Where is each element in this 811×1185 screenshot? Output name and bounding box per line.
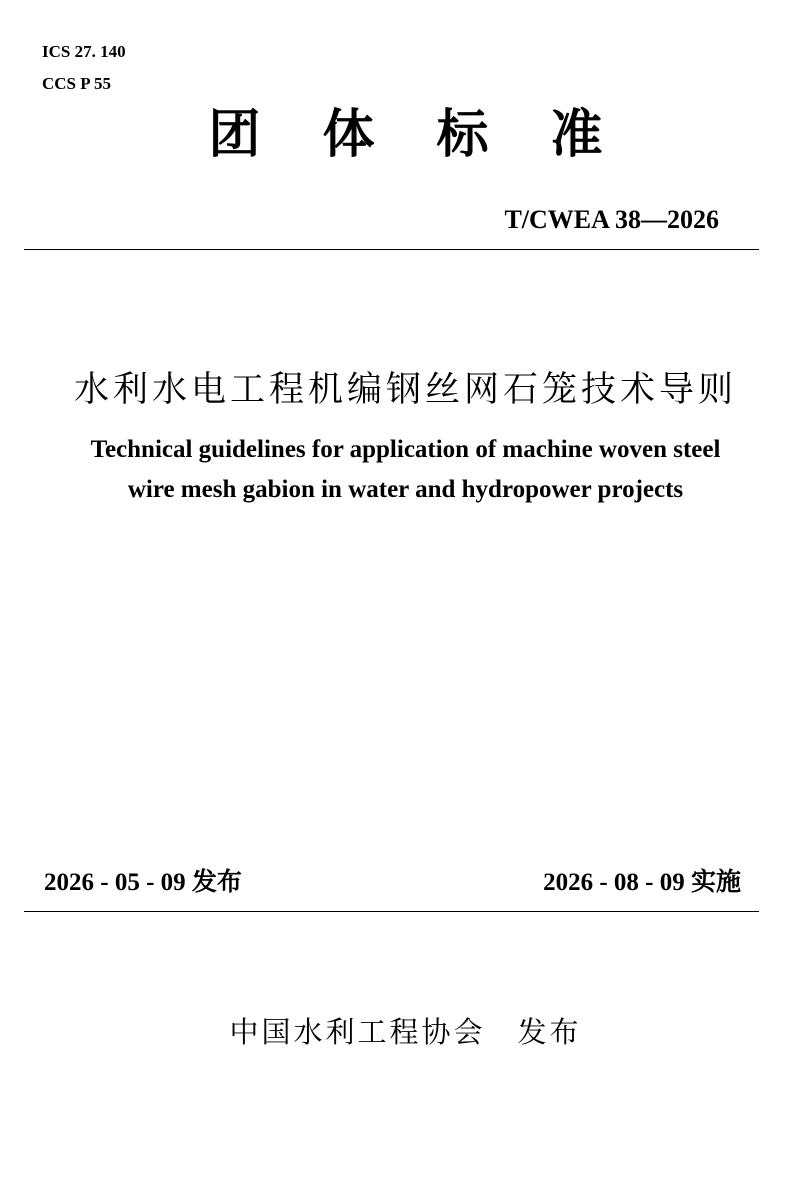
title-chinese: 水利水电工程机编钢丝网石笼技术导则 [73,370,737,410]
top-divider [24,249,759,250]
implementation-date: 2026 - 08 - 09 实施 [543,869,741,896]
standard-type-heading: 团体标准 [208,105,665,165]
bottom-divider [24,911,759,912]
ccs-code: CCS P 55 [42,74,111,93]
ics-code: ICS 27. 140 [42,42,126,61]
publisher: 中国水利工程协会 发布 [229,1015,582,1049]
title-english-line2: wire mesh gabion in water and hydropower projects [127,476,684,503]
standard-number: T/CWEA 38—2026 [504,205,719,234]
title-english [0,430,811,510]
title-english-line1: Technical guidelines for application of machine woven steel [90,436,721,463]
issue-date: 2026 - 05 - 09 发布 [44,869,242,896]
